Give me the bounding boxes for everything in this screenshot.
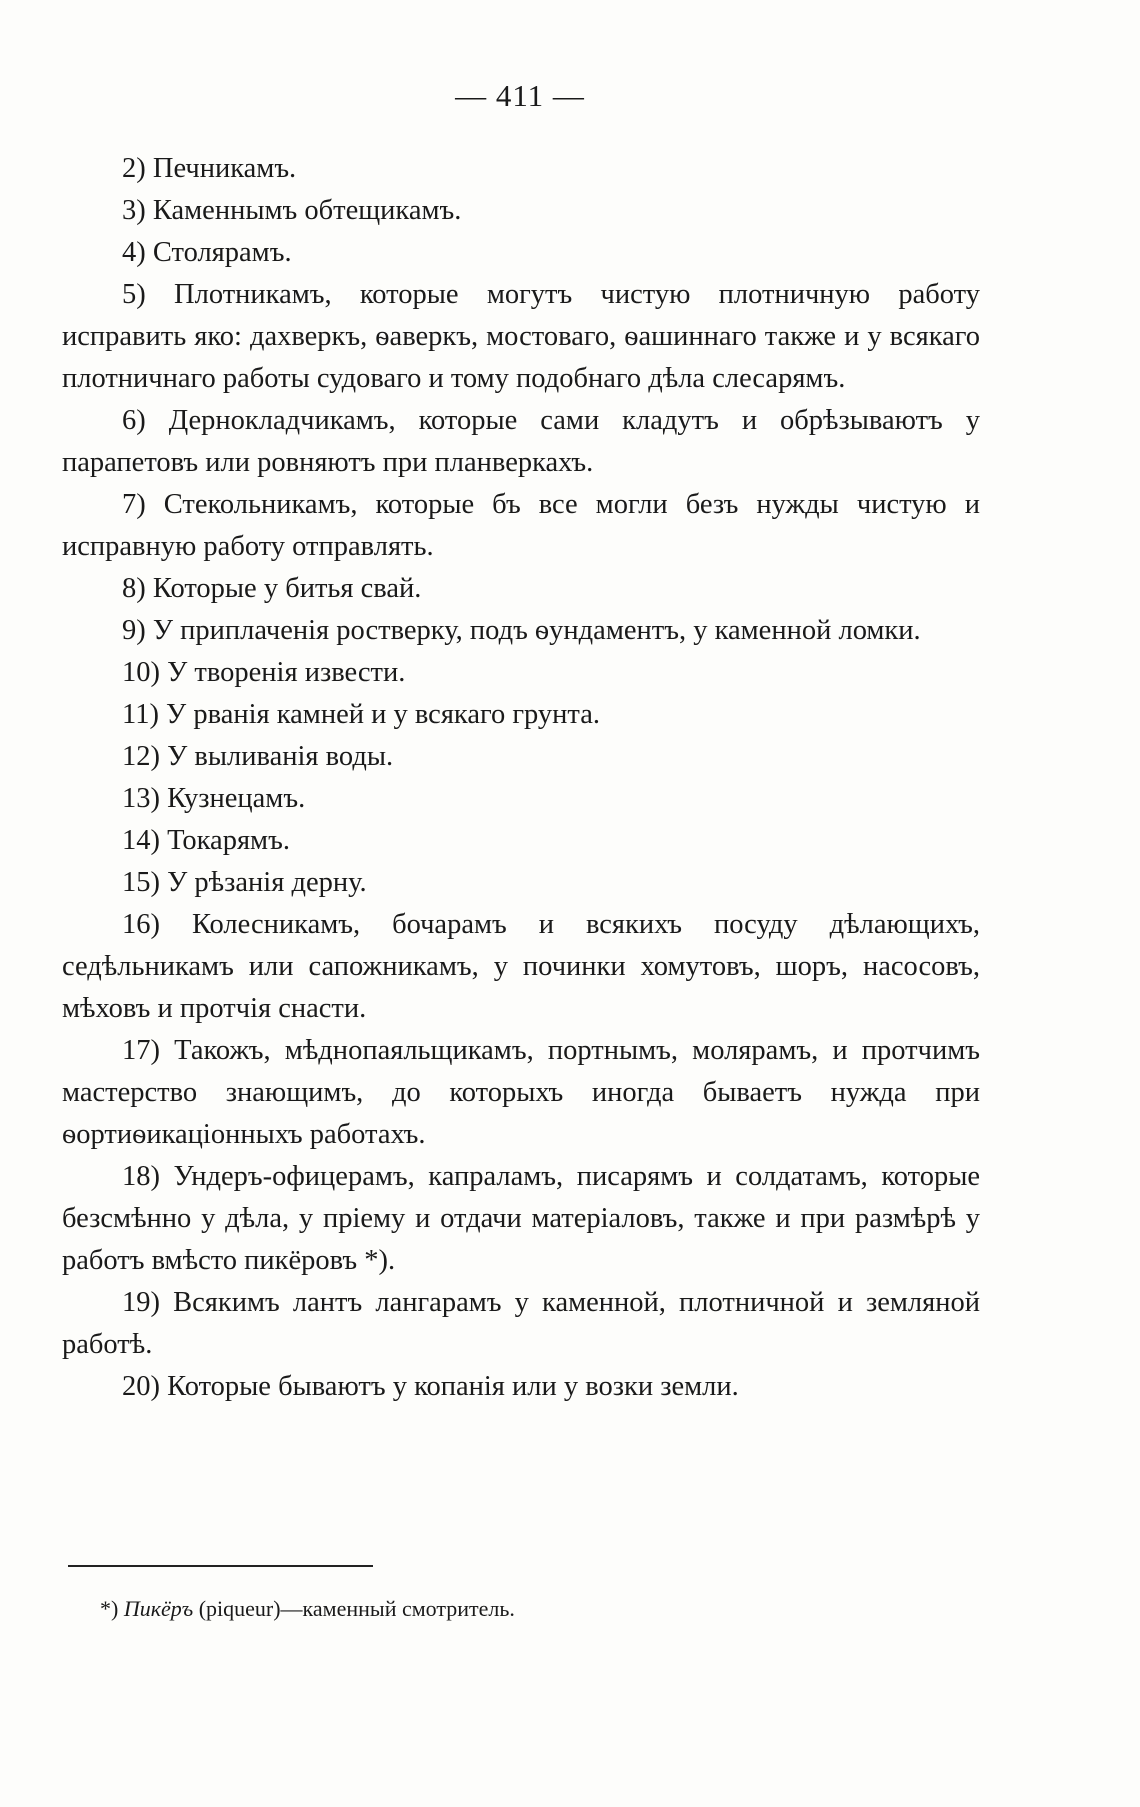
list-item: 7) Стекольникамъ, которые бъ все могли безъ нужды чистую и исправную работу отправлять. — [62, 489, 980, 562]
list-item: 18) Ундеръ-офицерамъ, капраламъ, писарямъ и солдатамъ, которые безсмѣнно у дѣла, у пріему и отдачи матеріаловъ, также и при размѣрѣ у работъ вмѣсто пикёровъ *). — [62, 1161, 980, 1276]
list-item: 5) Плотникамъ, которые могутъ чистую плотничную работу исправить яко: дахверкъ, ѳаверкъ, мостоваго, ѳашиннаго также и у всякаго плотничнаго работы судоваго и тому подобнаго дѣла слесарямъ. — [62, 279, 980, 394]
list-item: 2) Печникамъ. — [122, 153, 297, 184]
footnote-term: Пикёръ — [123, 1596, 194, 1621]
list-item: 16) Колесникамъ, бочарамъ и всякихъ посуду дѣлающихъ, седѣльникамъ или сапожникамъ, у починки хомутовъ, шоръ, насосовъ, мѣховъ и протчія снасти. — [62, 909, 980, 1024]
list-item: 13) Кузнецамъ. — [122, 783, 306, 814]
list-item: 6) Дернокладчикамъ, которые сами кладутъ и обрѣзываютъ у парапетовъ или ровняютъ при планверкахъ. — [62, 405, 980, 478]
list-item: 4) Столярамъ. — [122, 237, 292, 268]
list-item: 14) Токарямъ. — [122, 825, 290, 856]
list-item: 17) Такожъ, мѣднопаяльщикамъ, портнымъ, молярамъ, и протчимъ мастерство знающимъ, до которыхъ иногда бываетъ нужда при ѳортиѳикаціонныхъ работахъ. — [62, 1035, 980, 1150]
body-text — [62, 148, 980, 1408]
page-number: — 411 — — [455, 78, 585, 113]
list-item: 20) Которые бываютъ у копанія или у возки земли. — [122, 1371, 739, 1402]
list-item: 9) У приплаченія ростверку, подъ ѳундаментъ, у каменной ломки. — [122, 615, 921, 646]
list-item: 11) У рванія камней и у всякаго грунта. — [122, 699, 600, 730]
footnote-text: (piqueur)—каменный смотритель. — [198, 1596, 515, 1621]
footnote-divider — [68, 1565, 373, 1567]
footnote — [100, 1596, 900, 1622]
list-item: 3) Каменнымъ обтещикамъ. — [122, 195, 462, 226]
list-item: 19) Всякимъ лантъ лангарамъ у каменной, плотничной и земляной работѣ. — [62, 1287, 980, 1360]
list-item: 12) У выливанія воды. — [122, 741, 394, 772]
list-item: 10) У творенія извести. — [122, 657, 406, 688]
footnote-marker: *) — [100, 1596, 119, 1621]
list-item: 8) Которые у битья свай. — [122, 573, 422, 604]
list-item: 15) У рѣзанія дерну. — [122, 867, 367, 898]
